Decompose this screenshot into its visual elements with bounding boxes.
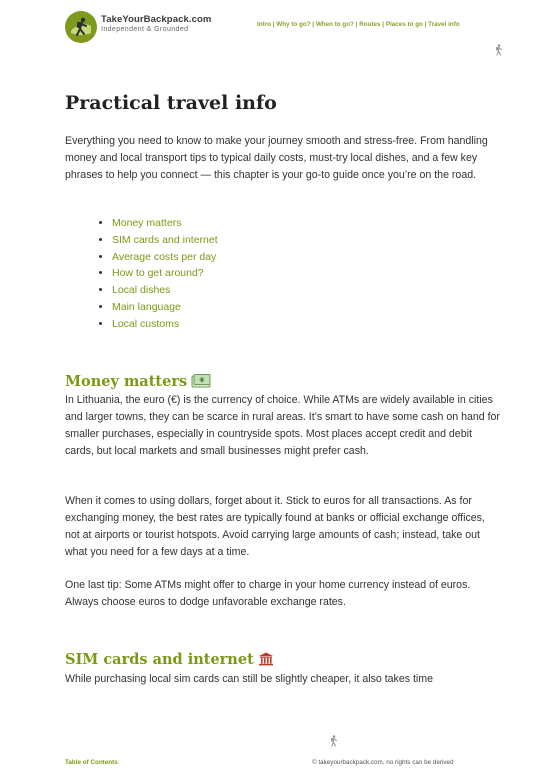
nav-item-travel-info[interactable]: Travel info	[428, 21, 460, 28]
nav-separator: |	[380, 21, 386, 28]
toc-item-money-matters[interactable]	[112, 215, 218, 232]
toc-link[interactable]: Main language	[112, 300, 181, 313]
hiker-icon	[494, 44, 504, 56]
page-title: Practical travel info	[65, 92, 277, 114]
nav-separator: |	[422, 21, 429, 28]
toc-link[interactable]: Average costs per day	[112, 250, 217, 263]
nav-item-intro[interactable]: Intro	[257, 21, 271, 28]
toc-item-average-costs[interactable]	[112, 249, 218, 266]
money-paragraph-2: When it comes to using dollars, forget about it. Stick to euros for all transactions. As for exchanging money, the best rates are typically found at banks or official exchange offices, not at airports or tourist hotspots. Avoid carrying large amounts of cash; instead, take out what you need for a few days at a time.	[65, 495, 485, 558]
toc-item-local-customs[interactable]	[112, 316, 218, 333]
chapter-toc-list	[100, 215, 218, 333]
building-icon	[258, 652, 274, 670]
toc-item-sim-cards[interactable]	[112, 232, 218, 249]
nav-separator: |	[310, 21, 316, 28]
nav-item-routes[interactable]: Routes	[359, 21, 381, 28]
money-paragraph-1: In Lithuania, the euro (€) is the currency of choice. While ATMs are widely available in cities and larger towns, they can be scarce in rural areas. It’s smart to have some cash on hand for smaller purchases, especially in countryside spots. Most places accept credit and debit cards, but local markets and small businesses might prefer cash.	[65, 394, 500, 457]
nav-item-when-to-go[interactable]: When to go?	[315, 21, 354, 28]
brand-tagline: Independent & Grounded	[101, 26, 189, 33]
toc-link[interactable]: How to get around?	[112, 267, 204, 280]
section-heading-text: SIM cards and internet	[65, 651, 254, 668]
top-nav	[257, 21, 460, 28]
toc-link[interactable]: SIM cards and internet	[112, 233, 218, 246]
nav-item-places-to-go[interactable]: Places to go	[385, 21, 423, 28]
footer-copyright: © takeyourbackpack.com, no rights can be derived	[312, 759, 454, 766]
section-heading-sim	[65, 651, 274, 670]
toc-link[interactable]: Local customs	[112, 317, 180, 330]
nav-separator: |	[353, 21, 360, 28]
toc-item-get-around[interactable]	[112, 265, 218, 282]
sim-paragraph-1: While purchasing local sim cards can still be slightly cheaper, it also takes time	[65, 673, 433, 685]
toc-link[interactable]: Money matters	[112, 217, 182, 229]
footer-toc-link[interactable]: Table of Contents	[65, 759, 118, 766]
hiker-icon	[329, 735, 339, 747]
logo-icon[interactable]	[65, 11, 97, 43]
money-icon	[191, 374, 211, 392]
svg-text:$: $	[200, 378, 204, 384]
money-paragraph-3: One last tip: Some ATMs might offer to charge in your home currency instead of euros. Always choose euros to dodge unfavorable exchange rates.	[65, 579, 471, 608]
nav-separator: |	[271, 21, 277, 28]
page-header	[0, 0, 550, 55]
brand-name[interactable]: TakeYourBackpack.com	[101, 14, 212, 25]
section-heading-text: Money matters	[65, 373, 188, 390]
nav-item-why-to-go[interactable]: Why to go?	[276, 21, 311, 28]
toc-item-main-language[interactable]	[112, 299, 218, 316]
section-heading-money	[65, 373, 211, 392]
toc-item-local-dishes[interactable]	[112, 282, 218, 299]
toc-link[interactable]: Local dishes	[112, 284, 171, 297]
intro-paragraph: Everything you need to know to make your journey smooth and stress-free. From handling money and local transport tips to typical daily costs, must-try local dishes, and a few key phrases to help you connect — this chapter is your go-to guide once you’re on the road.	[65, 135, 488, 181]
